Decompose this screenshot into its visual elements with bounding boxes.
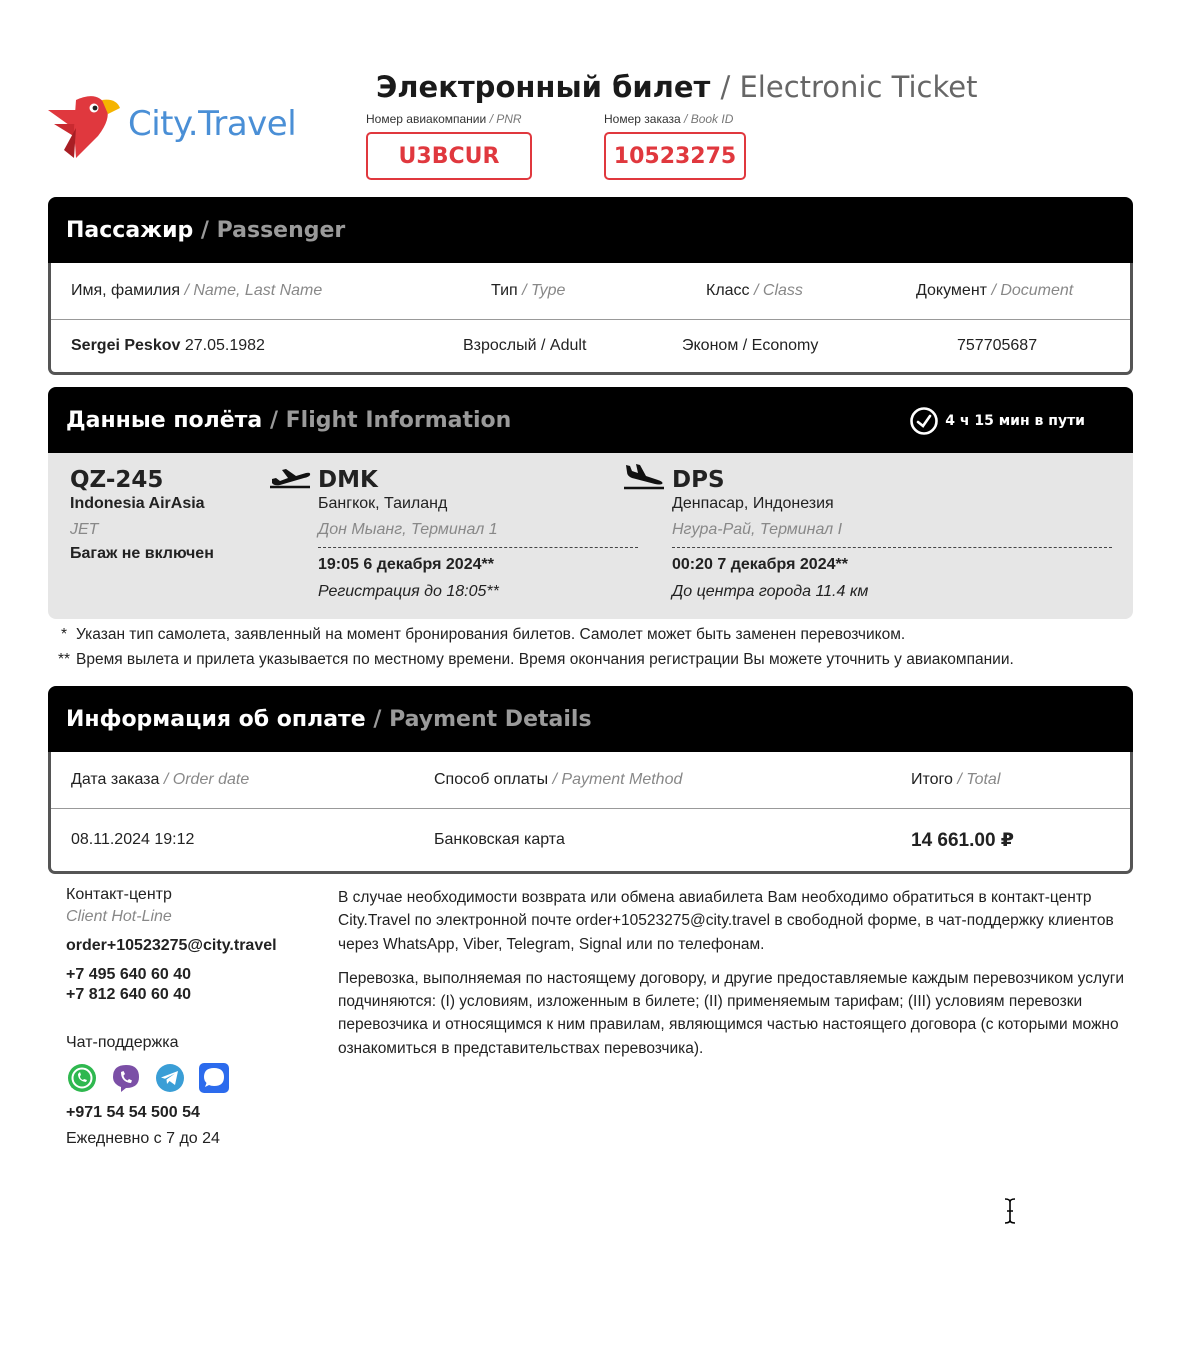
col-document: Документ / Document [916,282,1074,299]
table-row [51,320,1130,372]
departure-time: 19:05 6 декабря 2024** [318,556,494,573]
baggage-info: Багаж не включен [70,545,214,562]
col-order-date: Дата заказа / Order date [71,771,250,788]
aircraft-type: JET [70,521,99,538]
arrival-time: 00:20 7 декабря 2024** [672,556,848,573]
arrival-city: Денпасар, Индонезия [672,495,834,512]
col-type: Тип / Type [491,282,566,299]
signal-icon[interactable] [198,1062,230,1094]
whatsapp-icon[interactable] [66,1062,98,1094]
brand-name: City.Travel [128,104,297,144]
passenger-heading-en: / Passenger [200,217,346,243]
contact-email[interactable]: order+10523275@city.travel [66,937,277,954]
distance-to-center: До центра города 11.4 км [672,583,869,600]
col-payment-method: Способ оплаты / Payment Method [434,771,683,788]
page-title [376,70,977,104]
note-text: Указан тип самолета, заявленный на момент бронирования билетов. Самолет может быть заменен перевозчиком. [76,626,906,643]
passenger-table [48,263,1133,375]
pnr-value: U3BCUR [366,132,532,180]
payment-heading-ru: Информация об оплате [66,706,366,732]
landing-icon [622,463,666,491]
passenger-type: Взрослый / Adult [463,337,587,354]
flight-heading-en: / Flight Information [269,407,512,433]
pnr-label-en: / PNR [489,112,522,126]
checkin-deadline: Регистрация до 18:05** [318,583,499,600]
table-row [51,809,1130,871]
book-id-block [604,112,746,180]
book-id-label-ru: Номер заказа [604,112,681,126]
book-id-value: 10523275 [604,132,746,180]
note-mark: * [60,626,68,643]
carriage-terms: Перевозка, выполняемая по настоящему договору, и другие предоставляемые каждым перевозчиком услуги подчиняются: (I) условиям, изложенным в билете; (II) применяемым тарифам; (III) условиям перевозки перевозчика и относящимся к ним правилам, являющимся частью настоящего договора (с которыми можно ознакомиться в представительствах перевозчика). [338,969,1125,1057]
note-aircraft [52,622,1014,647]
chat-title: Чат-поддержка [66,1034,179,1051]
pnr-label [366,112,532,126]
takeoff-icon [268,467,312,491]
book-id-label-en: / Book ID [684,112,734,126]
clock-icon [909,406,939,436]
parrot-logo-icon [46,92,126,162]
flight-section [48,387,1133,619]
contact-phone-spb[interactable]: +7 812 640 60 40 [66,986,192,1003]
passenger-heading-ru: Пассажир [66,217,194,243]
note-local-time [52,647,1014,672]
brand-logo [46,92,306,162]
flight-heading [48,387,1133,453]
flight-duration-text: 4 ч 15 мин в пути [945,413,1085,429]
departure-divider [318,547,638,548]
col-name: Имя, фамилия / Name, Last Name [71,282,323,299]
arrival-divider [672,547,1112,548]
passenger-class: Эконом / Economy [682,337,819,354]
passenger-heading [48,197,1133,263]
col-total: Итого / Total [911,771,1001,788]
note-text: Время вылета и прилета указывается по местному времени. Время окончания регистрации Вы можете уточнить у авиакомпании. [76,651,1014,668]
payment-table-header [51,752,1130,809]
title-en: / Electronic Ticket [720,70,978,104]
pnr-block [366,112,532,180]
payment-heading [48,686,1133,752]
col-class: Класс / Class [706,282,803,299]
airline: Indonesia AirAsia [70,495,205,512]
support-hours: Ежедневно с 7 до 24 [66,1130,220,1147]
passenger-table-header [51,263,1130,320]
flight-number: QZ-245 [70,467,164,493]
departure-code: DMK [318,467,378,493]
refund-info: В случае необходимости возврата или обмена авиабилета Вам необходимо обратиться в контакт-центр City.Travel по электронной почте order+10523275@city.travel в свободной форме, в чат-поддержку клиентов через WhatsApp, Viber, Telegram, Signal или по телефонам. [338,889,1114,953]
flight-duration [909,406,1085,436]
text-cursor-icon [1003,1198,1017,1224]
flight-heading-ru: Данные полёта [66,407,263,433]
departure-city: Бангкок, Таиланд [318,495,448,512]
contact-center [66,886,326,1148]
order-date: 08.11.2024 19:12 [71,831,195,848]
departure-airport: Дон Мыанг, Терминал 1 [318,521,498,538]
arrival-code: DPS [672,467,725,493]
payment-section [48,686,1133,874]
passenger-birth: 27.05.1982 [184,337,265,354]
chat-icons [66,1062,326,1094]
passenger-document: 757705687 [957,337,1038,354]
passenger-name-cell [71,337,265,355]
total-amount: 14 661.00 ₽ [911,829,1015,851]
passenger-name: Sergei Peskov [71,337,181,354]
flight-notes [52,622,1014,672]
payment-heading-en: / Payment Details [373,706,592,732]
note-mark: ** [57,651,71,668]
book-id-label [604,112,746,126]
payment-method: Банковская карта [434,831,565,848]
viber-icon[interactable] [110,1062,142,1094]
contact-phone-moscow[interactable]: +7 495 640 60 40 [66,966,192,983]
chat-phone[interactable]: +971 54 54 500 54 [66,1104,200,1121]
contact-title: Контакт-центр [66,886,172,903]
contact-subtitle: Client Hot-Line [66,908,172,925]
passenger-section [48,197,1133,375]
payment-table [48,752,1133,874]
flight-details [48,453,1133,619]
telegram-icon[interactable] [154,1062,186,1094]
terms-text [338,886,1128,1060]
title-ru: Электронный билет [376,70,711,104]
pnr-label-ru: Номер авиакомпании [366,112,487,126]
arrival-airport: Нгура-Рай, Терминал I [672,521,843,538]
